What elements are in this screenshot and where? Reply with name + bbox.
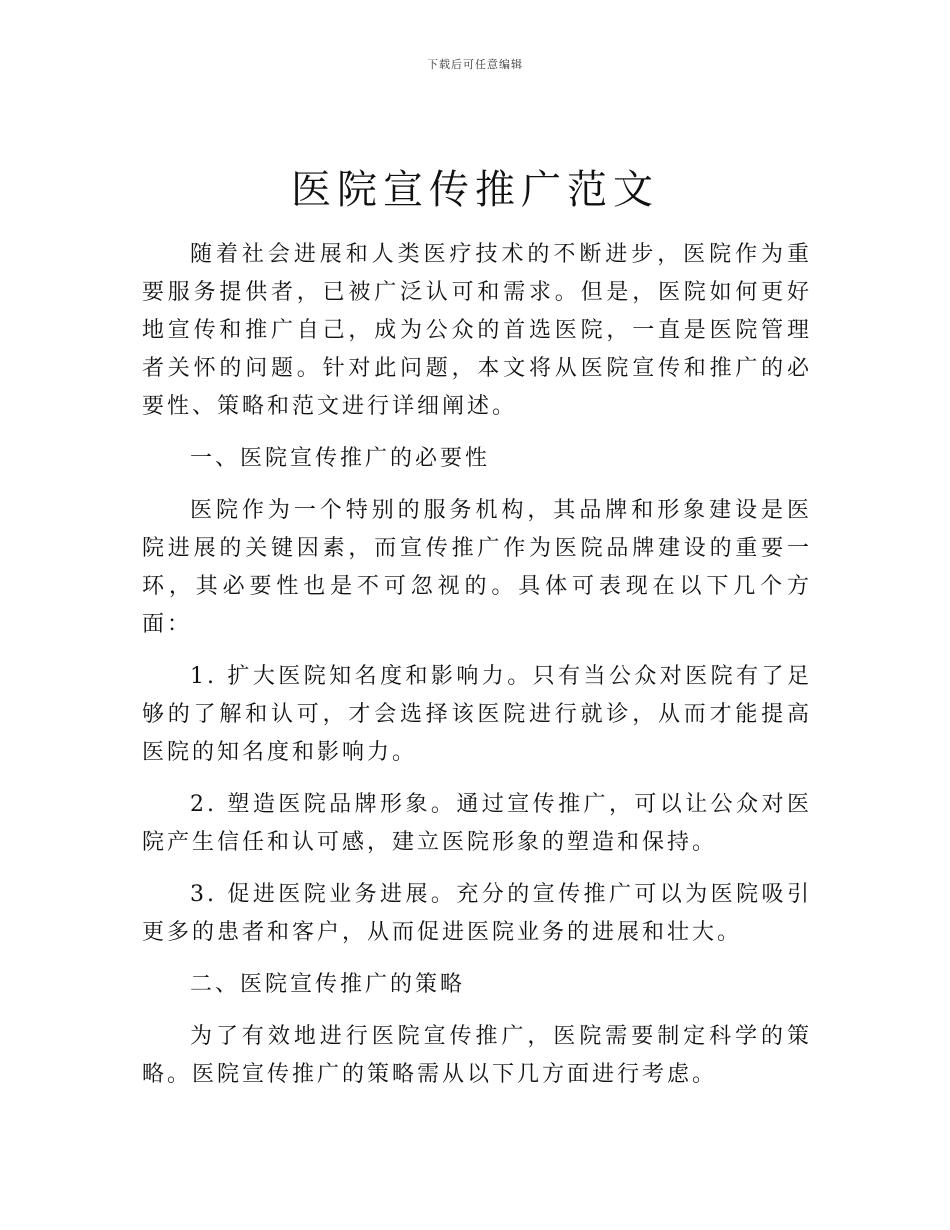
list-item-1: 1. 扩大医院知名度和影响力。只有当公众对医院有了足够的了解和认可，才会选择该医院进行就诊，从而才能提高医院的知名度和影响力。	[142, 664, 812, 765]
header-note: 下载后可任意编辑	[427, 58, 523, 71]
list-item-3: 3. 促进医院业务进展。充分的宣传推广可以为医院吸引更多的患者和客户，从而促进医院业务的进展和壮大。	[142, 882, 812, 945]
document-body	[142, 236, 812, 1108]
document-title: 医院宣传推广范文	[291, 167, 659, 213]
strategy-paragraph: 为了有效地进行医院宣传推广，医院需要制定科学的策略。医院宣传推广的策略需从以下几方面进行考虑。	[142, 1024, 812, 1087]
necessity-paragraph: 医院作为一个特别的服务机构，其品牌和形象建设是医院进展的关键因素，而宣传推广作为医院品牌建设的重要一环，其必要性也是不可忽视的。具体可表现在以下几个方面：	[142, 498, 812, 637]
list-item-2: 2. 塑造医院品牌形象。通过宣传推广，可以让公众对医院产生信任和认可感，建立医院形象的塑造和保持。	[142, 792, 812, 855]
intro-paragraph: 随着社会进展和人类医疗技术的不断进步，医院作为重要服务提供者，已被广泛认可和需求。但是，医院如何更好地宣传和推广自己，成为公众的首选医院，一直是医院管理者关怀的问题。针对此问题，本文将从医院宣传和推广的必要性、策略和范文进行详细阐述。	[142, 242, 812, 419]
section-heading-strategy: 二、医院宣传推广的策略	[190, 972, 466, 997]
section-heading-necessity: 一、医院宣传推广的必要性	[190, 446, 491, 471]
